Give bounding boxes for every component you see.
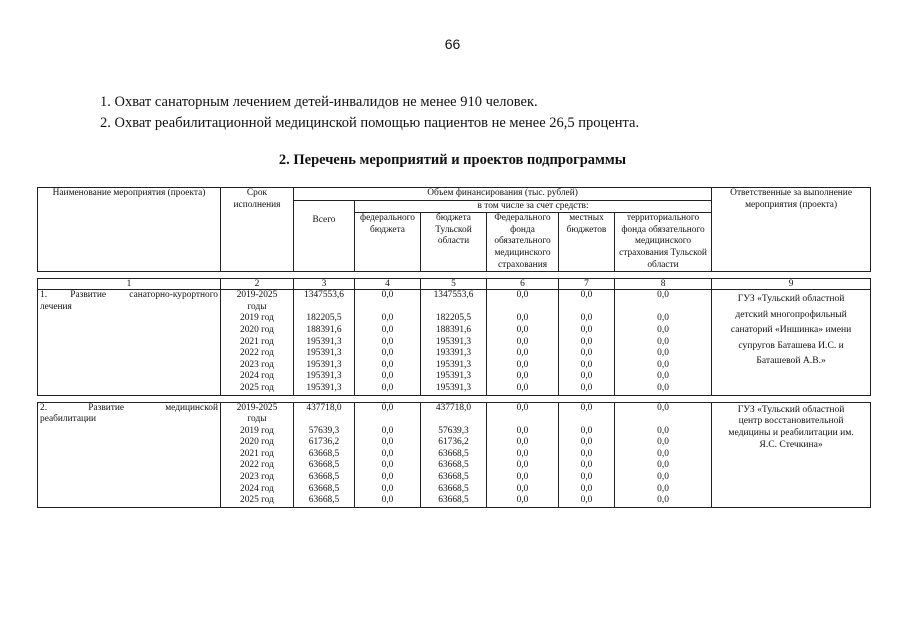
value: 0,0 xyxy=(381,448,394,459)
value: 0,0 xyxy=(657,336,669,347)
activity-name-line: 1. Развитие санаторно-курортного xyxy=(40,290,218,301)
value: 0,0 xyxy=(516,336,529,347)
value: 0,0 xyxy=(580,425,593,436)
value: 0,0 xyxy=(657,348,669,359)
value: 195391,3 xyxy=(306,359,342,370)
period-line: 2020 год xyxy=(240,324,274,335)
column-number: 3 xyxy=(294,279,355,290)
value: 0,0 xyxy=(516,437,529,448)
period-cell xyxy=(221,290,294,395)
column-number: 4 xyxy=(355,279,421,290)
value: 63668,5 xyxy=(308,483,340,494)
period-cell xyxy=(221,402,294,507)
value: 0,0 xyxy=(516,472,529,483)
value: 61736,2 xyxy=(438,437,469,448)
value: 0,0 xyxy=(580,472,593,483)
activities-table xyxy=(37,187,871,508)
header-federal: федерального бюджета xyxy=(355,213,421,272)
value: 0,0 xyxy=(580,495,593,506)
value: 0,0 xyxy=(657,460,669,471)
responsible-line: ГУЗ «Тульский областной xyxy=(737,403,845,415)
period-line: годы xyxy=(247,301,267,312)
period-line: 2019-2025 xyxy=(236,290,278,301)
value: 0,0 xyxy=(657,371,669,382)
value: 182205,5 xyxy=(306,313,342,324)
value: 0,0 xyxy=(381,382,394,393)
value: 63668,5 xyxy=(308,495,340,506)
total-cell xyxy=(294,402,355,507)
value: 0,0 xyxy=(657,359,669,370)
column-number: 2 xyxy=(221,279,294,290)
value: 0,0 xyxy=(516,359,529,370)
value: 195391,3 xyxy=(306,382,342,393)
value: 0,0 xyxy=(381,437,394,448)
value: 0,0 xyxy=(381,336,394,347)
value: 0,0 xyxy=(516,495,529,506)
value: 0,0 xyxy=(516,324,529,335)
column-number: 1 xyxy=(38,279,221,290)
value: 195391,3 xyxy=(306,371,342,382)
header-fomi: Федерального фонда обязательного медицинского страхования xyxy=(487,213,559,272)
value: 0,0 xyxy=(657,437,669,448)
value: 0,0 xyxy=(381,324,394,335)
activity-name xyxy=(38,402,221,507)
value: 0,0 xyxy=(381,313,394,324)
period-line: годы xyxy=(247,414,267,425)
header-local: местных бюджетов xyxy=(559,213,615,272)
value: 1347553,6 xyxy=(304,290,344,301)
value: 0,0 xyxy=(381,402,394,413)
value: 0,0 xyxy=(657,382,669,393)
value: 0,0 xyxy=(580,437,593,448)
column-numbers-row xyxy=(38,279,871,290)
local-cell xyxy=(559,290,615,395)
header-regional: бюджета Тульской области xyxy=(421,213,487,272)
period-line: 2023 год xyxy=(240,472,274,483)
period-line: 2023 год xyxy=(240,359,274,370)
value: 63668,5 xyxy=(308,472,340,483)
local-cell xyxy=(559,402,615,507)
value: 0,0 xyxy=(580,313,593,324)
federal-cell xyxy=(355,402,421,507)
value: 0,0 xyxy=(580,483,593,494)
responsible-cell xyxy=(712,402,871,507)
value: 0,0 xyxy=(580,460,593,471)
value: 0,0 xyxy=(516,371,529,382)
period-line: 2019 год xyxy=(240,425,274,436)
period-line: 2025 год xyxy=(240,382,274,393)
section-title: 2. Перечень мероприятий и проектов подпрограммы xyxy=(278,152,627,168)
period-line: 2024 год xyxy=(240,371,274,382)
header-name: Наименование мероприятия (проекта) xyxy=(38,188,221,272)
period-line: 2020 год xyxy=(240,437,274,448)
responsible-line: медицины и реабилитации им. xyxy=(728,427,854,439)
value: 195391,3 xyxy=(306,336,342,347)
value: 0,0 xyxy=(516,348,529,359)
period-line: 2021 год xyxy=(240,448,274,459)
value: 0,0 xyxy=(657,483,669,494)
value: 437718,0 xyxy=(435,402,472,413)
value: 195391,3 xyxy=(306,348,342,359)
column-number: 7 xyxy=(559,279,615,290)
period-line: 2024 год xyxy=(240,483,274,494)
value: 63668,5 xyxy=(438,460,469,471)
value: 0,0 xyxy=(657,448,669,459)
column-number: 9 xyxy=(712,279,871,290)
indicator-2: 2. Охват реабилитационной медицинской помощью пациентов не менее 26,5 процента. xyxy=(100,115,640,131)
responsible-line: центр восстановительной xyxy=(738,415,844,427)
period-line: 2019 год xyxy=(240,313,274,324)
value: 0,0 xyxy=(381,483,394,494)
responsible-line: детский многопрофильный xyxy=(735,308,847,320)
responsible-cell xyxy=(712,290,871,395)
value: 0,0 xyxy=(657,495,669,506)
value: 63668,5 xyxy=(438,472,469,483)
value: 0,0 xyxy=(657,402,669,413)
fomi-cell xyxy=(487,290,559,395)
value: 0,0 xyxy=(657,313,669,324)
activity-2 xyxy=(38,402,871,507)
value: 188391,6 xyxy=(306,324,342,335)
period-line: 2022 год xyxy=(240,348,274,359)
value: 57639,3 xyxy=(438,425,469,436)
value: 0,0 xyxy=(657,290,669,301)
value: 0,0 xyxy=(657,324,669,335)
target-indicators xyxy=(100,92,639,134)
value: 182205,5 xyxy=(435,313,472,324)
value: 0,0 xyxy=(657,425,669,436)
value: 0,0 xyxy=(381,472,394,483)
value: 195391,3 xyxy=(435,382,472,393)
value: 0,0 xyxy=(381,425,394,436)
value: 0,0 xyxy=(580,448,593,459)
page-number: 66 xyxy=(444,36,461,52)
value: 1347553,6 xyxy=(433,290,474,301)
total-cell xyxy=(294,290,355,395)
responsible-line: Баташевой А.В.» xyxy=(756,355,826,367)
header-responsible: Ответственные за выполнение мероприятия (проекта) xyxy=(712,188,871,272)
tfomi-cell xyxy=(615,402,712,507)
value: 0,0 xyxy=(381,495,394,506)
value: 0,0 xyxy=(516,290,529,301)
header-financing: Объем финансирования (тыс. рублей) xyxy=(294,188,712,201)
period-line: 2021 год xyxy=(240,336,274,347)
regional-cell xyxy=(421,290,487,395)
value: 63668,5 xyxy=(308,460,340,471)
value: 195391,3 xyxy=(435,359,472,370)
regional-cell xyxy=(421,402,487,507)
value: 0,0 xyxy=(381,460,394,471)
value: 0,0 xyxy=(516,448,529,459)
column-number: 5 xyxy=(421,279,487,290)
value: 57639,3 xyxy=(308,425,340,436)
column-number: 8 xyxy=(615,279,712,290)
responsible-line: Я.С. Стечкина» xyxy=(759,438,823,450)
value: 0,0 xyxy=(381,371,394,382)
period-line: 2022 год xyxy=(240,460,274,471)
activity-name-line: реабилитации xyxy=(40,414,97,425)
value: 0,0 xyxy=(381,359,394,370)
header-including: в том числе за счет средств: xyxy=(355,200,712,213)
value: 0,0 xyxy=(381,348,394,359)
activity-name-line: 2. Развитие медицинской xyxy=(40,402,218,413)
value: 61736,2 xyxy=(308,437,340,448)
fomi-cell xyxy=(487,402,559,507)
value: 0,0 xyxy=(580,290,593,301)
value: 0,0 xyxy=(580,336,593,347)
tfomi-cell xyxy=(615,290,712,395)
value: 0,0 xyxy=(580,359,593,370)
value: 0,0 xyxy=(381,290,394,301)
header-total: Всего xyxy=(294,200,355,272)
value: 0,0 xyxy=(580,382,593,393)
activity-name xyxy=(38,290,221,395)
federal-cell xyxy=(355,290,421,395)
value: 0,0 xyxy=(657,472,669,483)
period-line: 2025 год xyxy=(240,495,274,506)
value: 63668,5 xyxy=(308,448,340,459)
value: 195391,3 xyxy=(435,336,472,347)
column-number: 6 xyxy=(487,279,559,290)
activity-name-line: лечения xyxy=(40,301,72,312)
value: 0,0 xyxy=(516,402,529,413)
value: 188391,6 xyxy=(435,324,472,335)
header-term: Срок исполнения xyxy=(221,188,294,272)
responsible-line: ГУЗ «Тульский областной xyxy=(737,293,845,305)
period-line: 2019-2025 xyxy=(236,402,278,413)
value: 195391,3 xyxy=(435,371,472,382)
value: 0,0 xyxy=(516,382,529,393)
value: 0,0 xyxy=(516,425,529,436)
value: 0,0 xyxy=(580,402,593,413)
responsible-line: супругов Баташева И.С. и xyxy=(738,339,844,351)
value: 0,0 xyxy=(516,460,529,471)
value: 437718,0 xyxy=(306,402,342,413)
value: 63668,5 xyxy=(438,448,469,459)
indicator-1: 1. Охват санаторным лечением детей-инвалидов не менее 910 человек. xyxy=(100,94,538,110)
header-tfomi: территориального фонда обязательного медицинского страхования Тульской области xyxy=(615,213,712,272)
responsible-line: санаторий «Иншинка» имени xyxy=(730,324,852,336)
activity-1 xyxy=(38,290,871,402)
value: 63668,5 xyxy=(438,483,469,494)
value: 0,0 xyxy=(580,348,593,359)
value: 193391,3 xyxy=(435,348,472,359)
value: 0,0 xyxy=(580,324,593,335)
value: 0,0 xyxy=(580,371,593,382)
value: 63668,5 xyxy=(438,495,469,506)
value: 0,0 xyxy=(516,313,529,324)
value: 0,0 xyxy=(516,483,529,494)
